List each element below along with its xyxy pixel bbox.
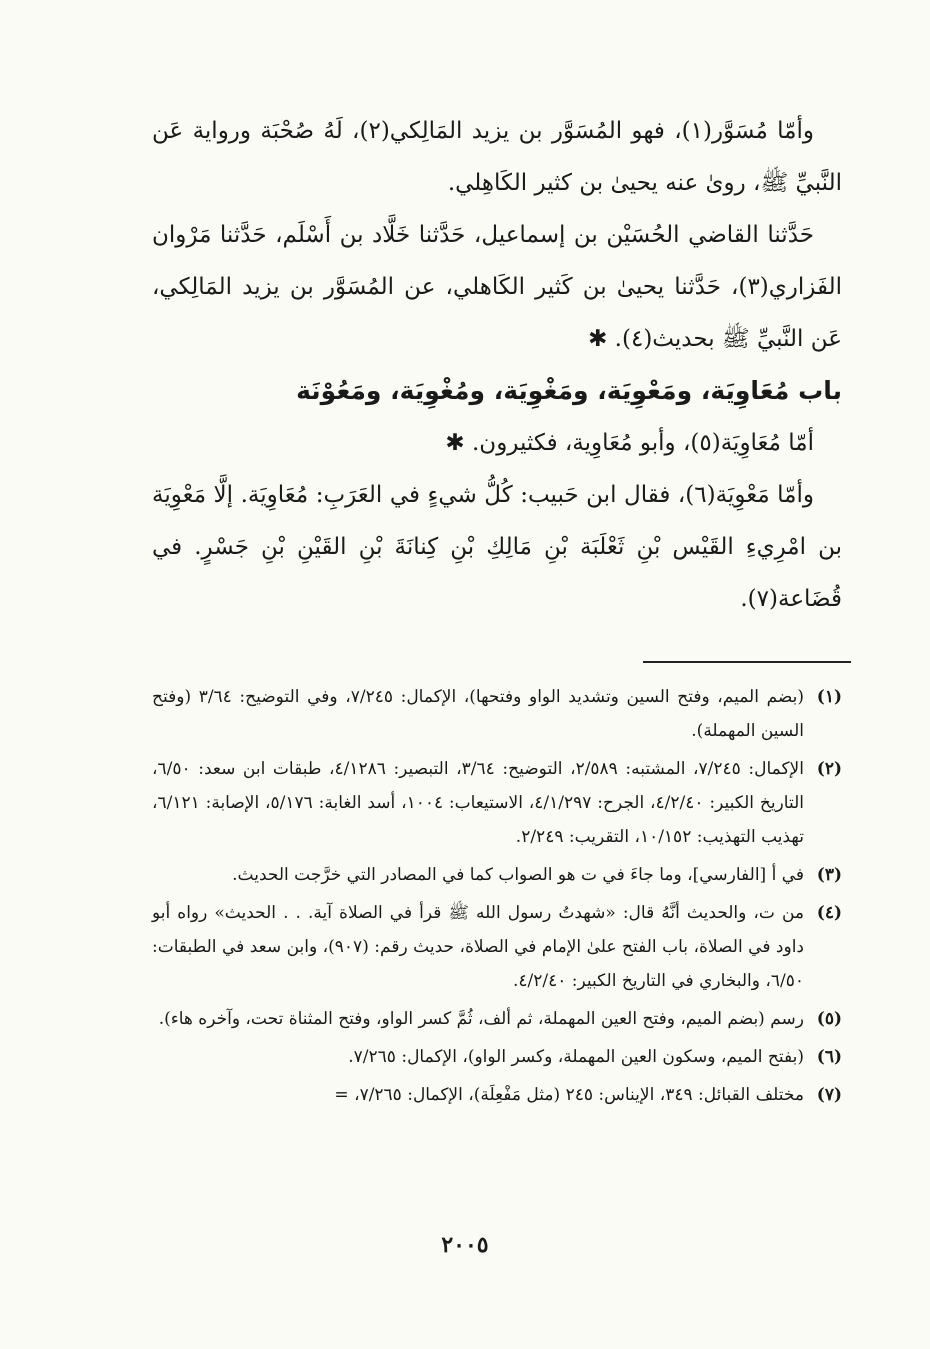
- footnote-text: الإكمال: ٧/٢٤٥، المشتبه: ٢/٥٨٩، التوضيح: ٣/٦٤، التبصير: ٤/١٢٨٦، طبقات ابن سعد: ٦/٥٠، التاريخ الكبير: ٤/٢/٤٠، الجرح: ٤/١/٢٩٧، الاستيعاب: ١٠٠٤، أسد الغابة: ٥/١٧٦، الإصابة: ٦/١٢١، تهذيب التهذيب: ١٠/١٥٢، التقريب: ٢/٢٤٩.: [152, 759, 804, 847]
- footnote-text: مختلف القبائل: ٣٤٩، الإيناس: ٢٤٥ (مثل مَفْعِلَة)، الإكمال: ٧/٢٦٥، =: [334, 1085, 804, 1105]
- footnote: [152, 752, 842, 854]
- footnote: [152, 1002, 842, 1036]
- footnote: [152, 1040, 842, 1074]
- footnotes: [152, 680, 842, 1116]
- footnote-text: في أ [الفارسي]، وما جاءَ في ت هو الصواب كما في المصادر التي خرَّجت الحديث.: [232, 865, 804, 885]
- footnote: [152, 1078, 842, 1112]
- footnote-text: من ت، والحديث أنَّهُ قال: «شهدتُ رسول الله ﷺ قرأ في الصلاة آية. . . الحديث» رواه أبو داود في الصلاة، باب الفتح علىٰ الإمام في الصلاة، حديث رقم: (٩٠٧)، وابن سعد في الطبقات: ٦/٥٠، والبخاري في التاريخ الكبير: ٤/٢/٤٠.: [152, 903, 804, 991]
- footnote: [152, 896, 842, 998]
- footnote-number: (٥): [816, 1009, 842, 1029]
- paragraph-isnad: حَدَّثنا القاضي الحُسَيْن بن إسماعيل، حَدَّثنا خَلَّاد بن أَسْلَم، حَدَّثنا مَرْوان الفَزاري(٣)، حَدَّثنا يحيىٰ بن كَثير الكَاهلي، عن المُسَوَّر بن يزيد المَالِكي، عَن النَّبيِّ ﷺ بحديث(٤). ✱: [152, 222, 842, 352]
- paragraph-muawiya: أمّا مُعَاوِيَة(٥)، وأبو مُعَاوِية، فكثيرون. ✱: [445, 430, 814, 456]
- footnote: [152, 858, 842, 892]
- footnote-text: (بفتح الميم، وسكون العين المهملة، وكسر الواو)، الإكمال: ٧/٢٦٥.: [348, 1047, 804, 1067]
- footnote-text: رسم (بضم الميم، وفتح العين المهملة، ثم ألف، ثُمَّ كسر الواو، وفتح المثناة تحت، وآخره هاء).: [158, 1009, 804, 1029]
- footnote-number: (١): [816, 687, 842, 707]
- chapter-heading: باب مُعَاوِيَة، ومَعْوِيَة، ومَغْوِيَة، ومُغْوِيَة، ومَعُوْنَة: [296, 376, 842, 405]
- paragraph-musawwar: وأمّا مُسَوَّر(١)، فهو المُسَوَّر بن يزيد المَالِكي(٢)، لَهُ صُحْبَة ورواية عَن النَّبيِّ ﷺ، روىٰ عنه يحيىٰ بن كثير الكَاهِلي.: [152, 118, 842, 196]
- footnote: [152, 680, 842, 748]
- footnote-divider: [643, 661, 851, 663]
- paragraph-mawiya: وأمّا مَعْوِيَة(٦)، فقال ابن حَبيب: كُلُّ شيءٍ في العَرَبِ: مُعَاوِيَة. إلَّا مَعْوِيَة بن امْرِيءِ القَيْس بْنِ ثَعْلَبَة بْنِ مَالِكِ بْنِ كِنانَةَ بْنِ القَيْنِ بْنِ جَسْرٍ. في قُضَاعة(٧).: [152, 482, 842, 612]
- footnote-number: (٦): [816, 1047, 842, 1067]
- main-text: [152, 105, 842, 625]
- footnote-number: (٢): [816, 759, 842, 779]
- page-number: ٢٠٠٥: [441, 1232, 489, 1258]
- footnote-number: (٣): [816, 865, 842, 885]
- footnote-text: (بضم الميم، وفتح السين وتشديد الواو وفتحها)، الإكمال: ٧/٢٤٥، وفي التوضيح: ٣/٦٤ (وفتح السين المهملة).: [152, 687, 804, 741]
- footnote-number: (٤): [816, 903, 842, 923]
- footnote-number: (٧): [816, 1085, 842, 1105]
